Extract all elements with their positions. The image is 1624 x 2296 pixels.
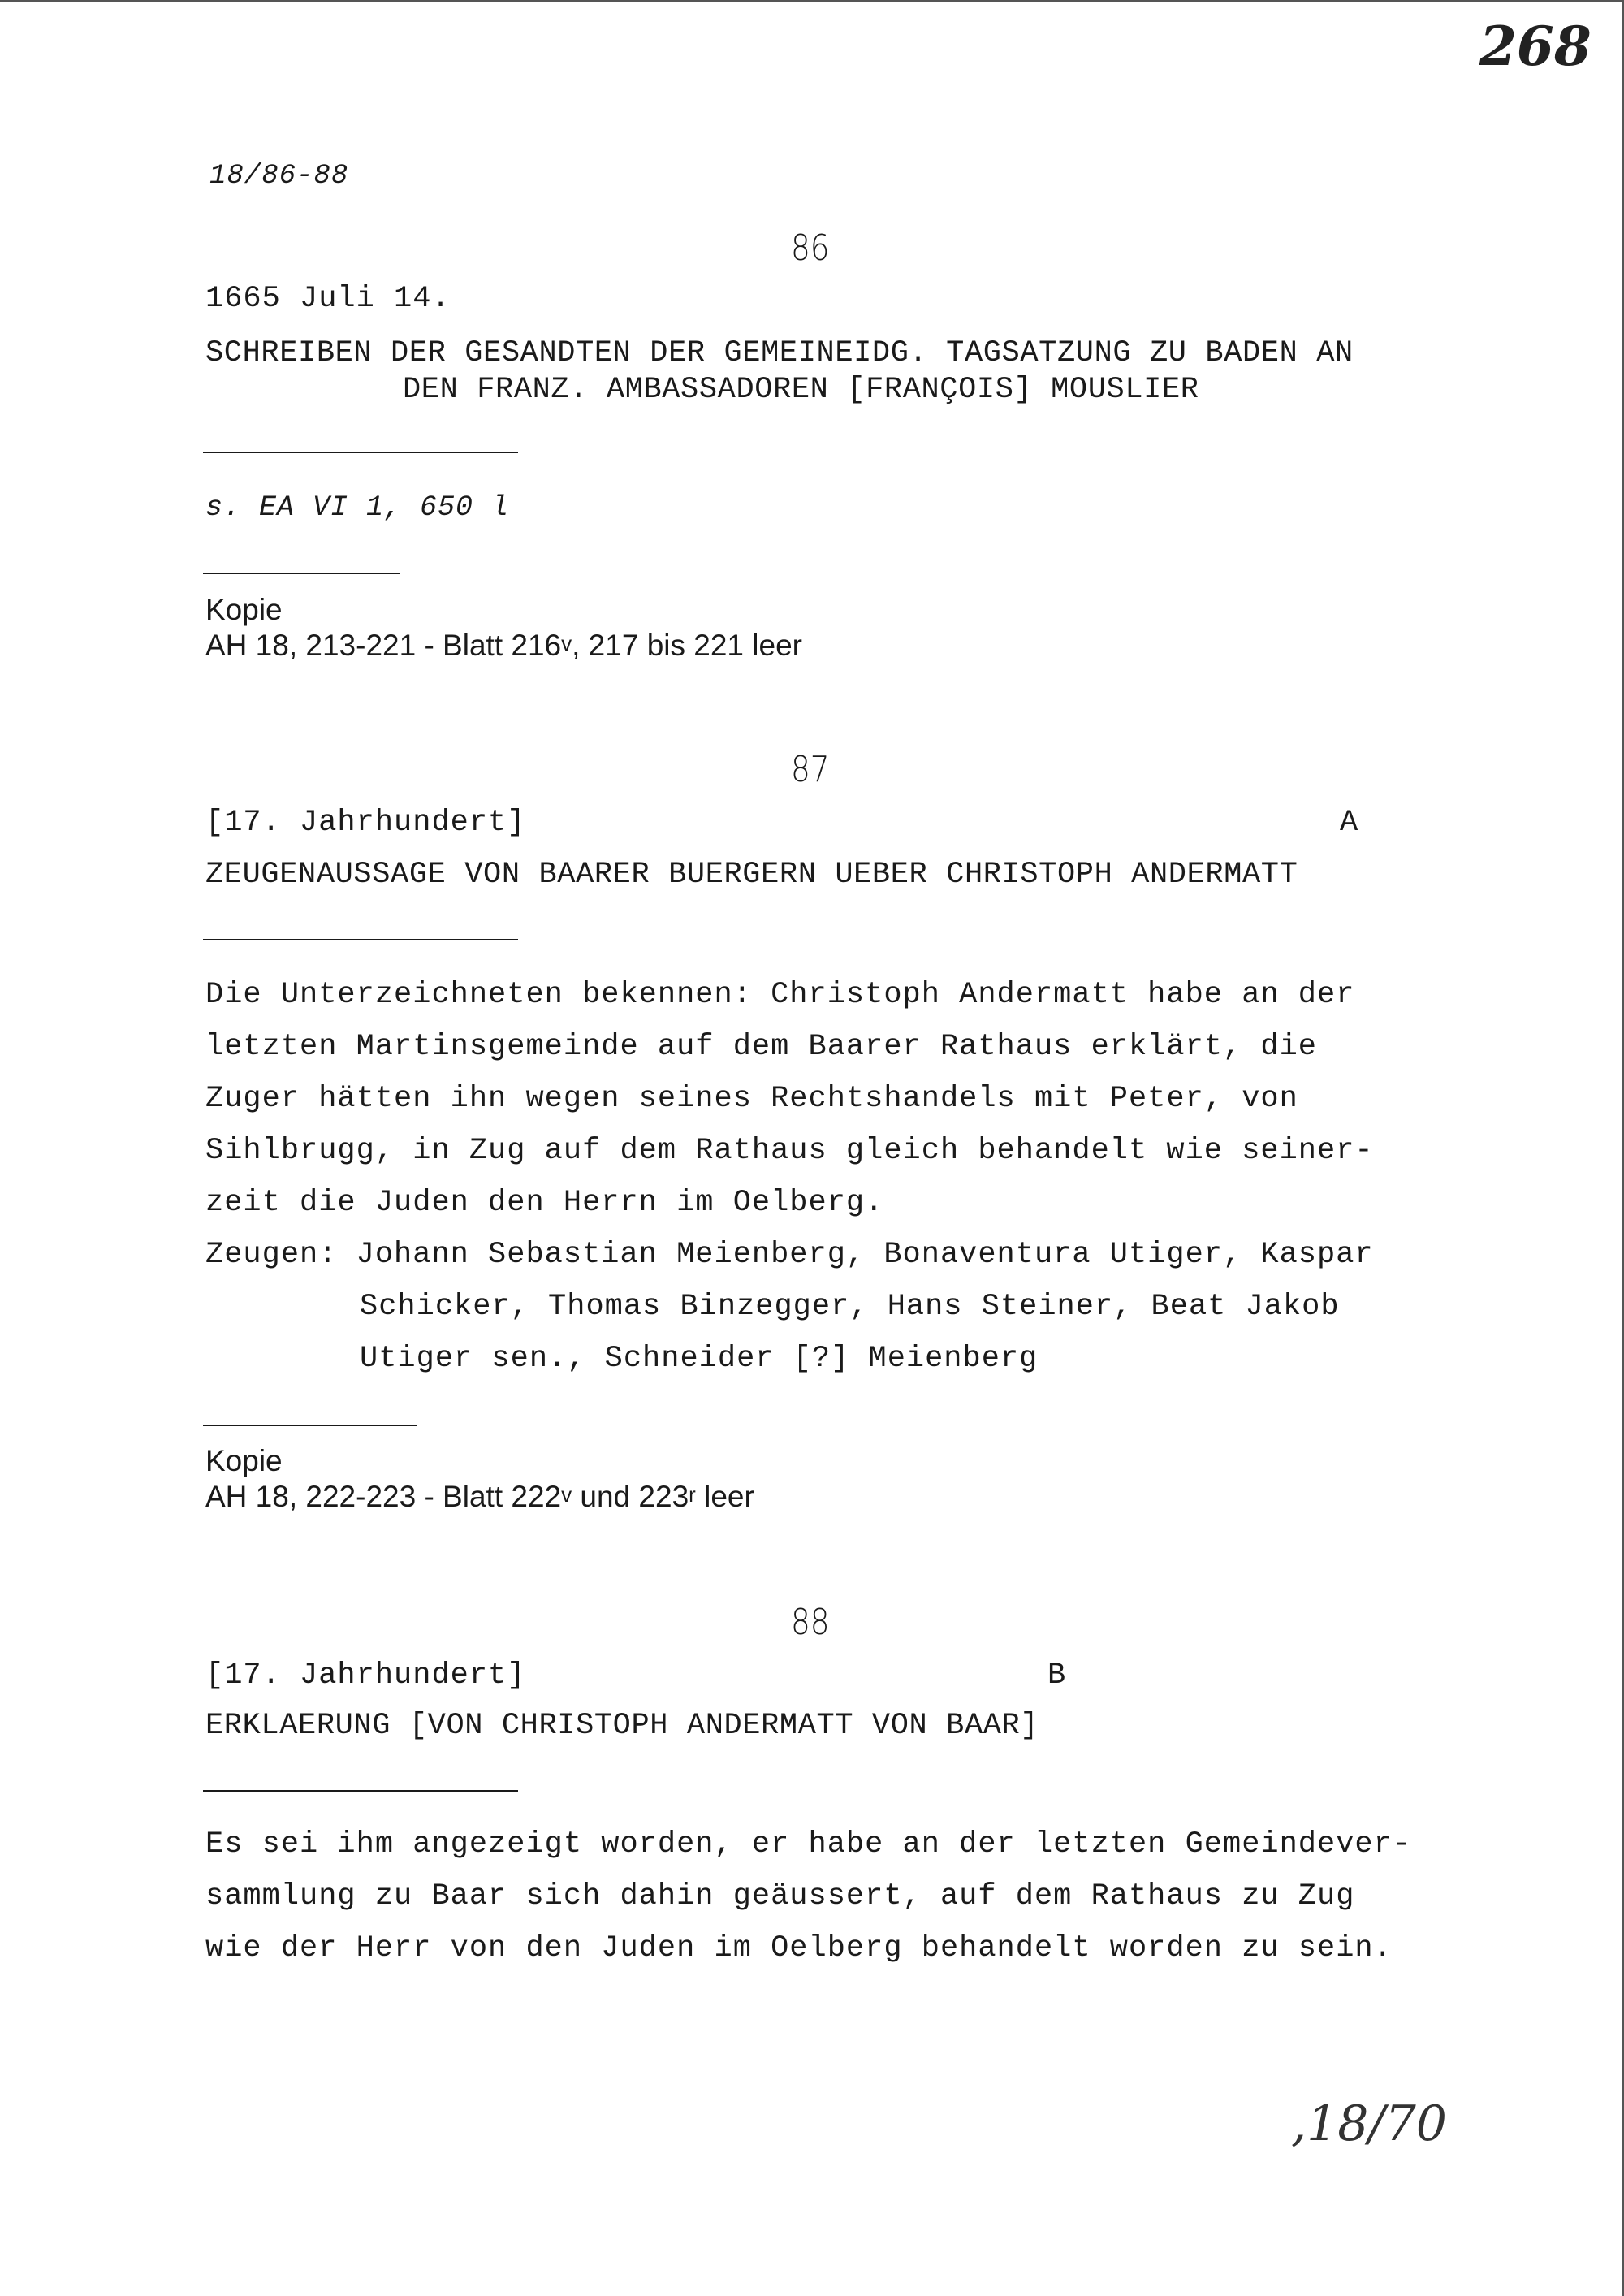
entry-87-witness-line-2: Schicker, Thomas Binzegger, Hans Steiner, Beat Jakob bbox=[360, 1290, 1340, 1324]
entry-86-source bbox=[205, 629, 802, 663]
entry-87-date: [17. Jahrhundert] bbox=[205, 806, 526, 840]
handwritten-page-number: 268 bbox=[1479, 15, 1592, 78]
entry-88-title: ERKLAERUNG [VON CHRISTOPH ANDERMATT VON BAAR] bbox=[205, 1709, 1039, 1743]
entry-88-rule bbox=[203, 1790, 518, 1792]
entry-88-marker: B bbox=[1047, 1658, 1067, 1693]
entry-88-body-line-1: Es sei ihm angezeigt worden, er habe an der letzten Gemeindever- bbox=[205, 1827, 1412, 1861]
entry-87-source bbox=[205, 1480, 754, 1514]
entry-87-body-line-1: Die Unterzeichneten bekennen: Christoph Andermatt habe an der bbox=[205, 978, 1355, 1012]
entry-87-body-line-4: Sihlbrugg, in Zug auf dem Rathaus gleich behandelt wie seiner- bbox=[205, 1134, 1374, 1168]
entry-87-marker: A bbox=[1340, 806, 1359, 840]
entry-88-body-line-2: sammlung zu Baar sich dahin geäussert, auf dem Rathaus zu Zug bbox=[205, 1879, 1355, 1913]
entry-87-source-mid: und 223 bbox=[572, 1480, 689, 1513]
entry-87-body-line-3: Zuger hätten ihn wegen seines Rechtshandels mit Peter, von bbox=[205, 1082, 1298, 1116]
entry-86-source-superscript: v bbox=[561, 631, 572, 655]
entry-86-title-line2: DEN FRANZ. AMBASSADOREN [FRANÇOIS] MOUSLIER bbox=[403, 373, 1199, 407]
entry-86-number: 86 bbox=[791, 227, 830, 269]
handwritten-footer-notation: ,18/70 bbox=[1291, 2095, 1447, 2152]
entry-87-source-prefix: AH 18, 222-223 - Blatt 222 bbox=[205, 1480, 562, 1513]
entry-87-body-line-5: zeit die Juden den Herrn im Oelberg. bbox=[205, 1186, 884, 1220]
entry-87-source-superscript-1: v bbox=[561, 1482, 572, 1507]
entry-87-copy-label: Kopie bbox=[205, 1444, 283, 1477]
entry-87-witness-line-3: Utiger sen., Schneider [?] Meienberg bbox=[360, 1342, 1039, 1376]
reference-number: 18/86-88 bbox=[209, 161, 349, 192]
entry-86-date: 1665 Juli 14. bbox=[205, 282, 451, 316]
scan-edge-top bbox=[0, 0, 1624, 2]
entry-87-source-suffix: leer bbox=[695, 1480, 754, 1513]
entry-88-number: 88 bbox=[791, 1602, 830, 1643]
entry-88-body-line-3: wie der Herr von den Juden im Oelberg behandelt worden zu sein. bbox=[205, 1931, 1393, 1965]
entry-87-source-superscript-2: r bbox=[689, 1482, 696, 1507]
entry-87-body-line-2: letzten Martinsgemeinde auf dem Baarer Rathaus erklärt, die bbox=[205, 1030, 1318, 1064]
entry-87-witness-line-1: Zeugen: Johann Sebastian Meienberg, Bonaventura Utiger, Kaspar bbox=[205, 1238, 1374, 1272]
entry-87-rule-2 bbox=[203, 1425, 417, 1426]
entry-86-source-prefix: AH 18, 213-221 - Blatt 216 bbox=[205, 629, 562, 662]
entry-87-rule bbox=[203, 939, 518, 940]
entry-86-see-reference: s. EA VI 1, 650 l bbox=[205, 491, 510, 524]
entry-86-title-line1: SCHREIBEN DER GESANDTEN DER GEMEINEIDG. TAGSATZUNG ZU BADEN AN bbox=[205, 336, 1354, 370]
entry-86-source-suffix: , 217 bis 221 leer bbox=[572, 629, 802, 662]
entry-87-title: ZEUGENAUSSAGE VON BAARER BUERGERN UEBER CHRISTOPH ANDERMATT bbox=[205, 858, 1298, 892]
entry-86-copy-label: Kopie bbox=[205, 593, 283, 626]
entry-87-number: 87 bbox=[791, 749, 830, 790]
entry-86-rule-2 bbox=[203, 573, 400, 574]
entry-88-date: [17. Jahrhundert] bbox=[205, 1658, 526, 1693]
entry-86-rule bbox=[203, 452, 518, 453]
